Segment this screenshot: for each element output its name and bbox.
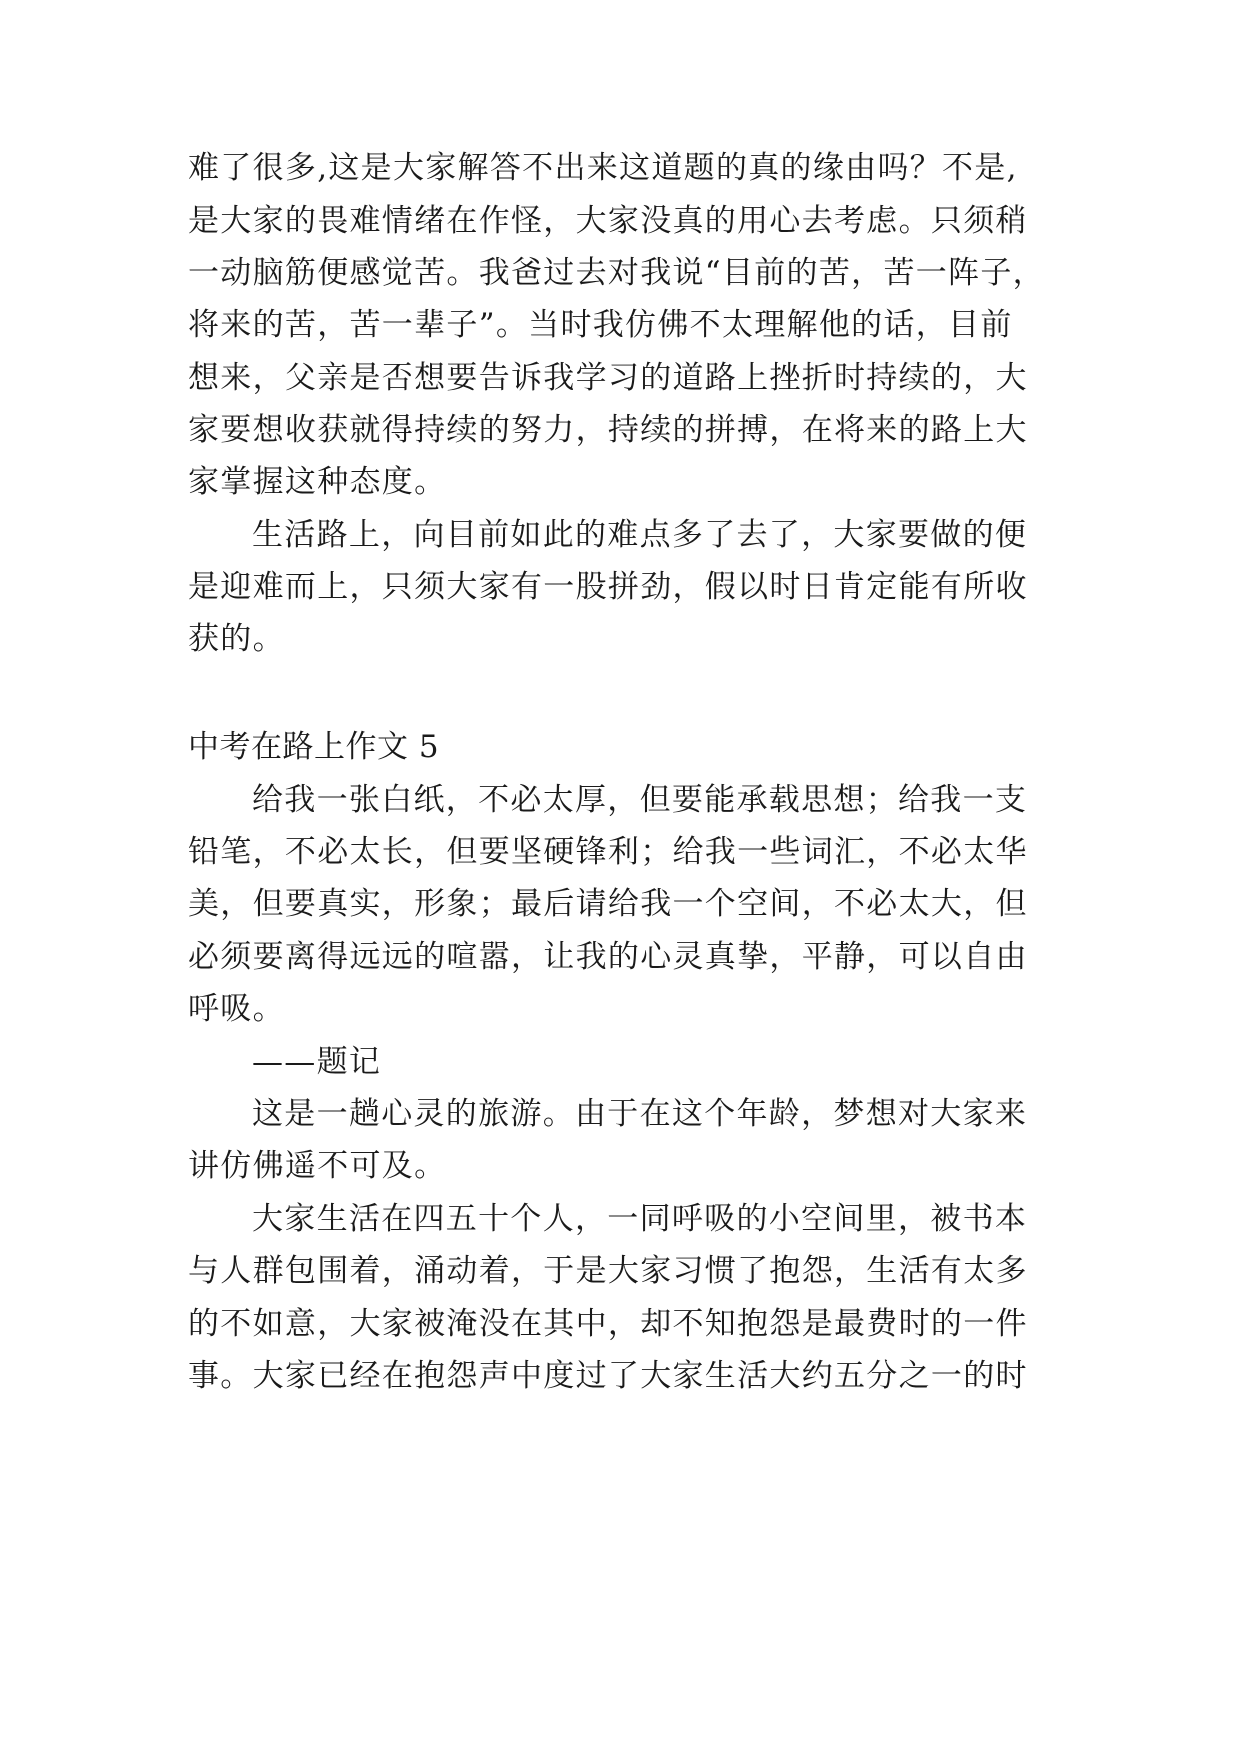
section-heading: 中考在路上作文 5 xyxy=(188,729,440,765)
text-line: 是迎难而上，只须大家有一股拼劲，假以时日肯定能有所收 xyxy=(188,569,1028,605)
text-line: 讲仿佛遥不可及。 xyxy=(188,1148,447,1184)
text-line: 家掌握这种态度。 xyxy=(188,464,447,500)
text-line: 想来，父亲是否想要告诉我学习的道路上挫折时持续的，大 xyxy=(188,360,1028,396)
text-line: 美，但要真实，形象；最后请给我一个空间，不必太大，但 xyxy=(188,886,1028,922)
text-line: 的不如意，大家被淹没在其中，却不知抱怨是最费时的一件 xyxy=(188,1306,1028,1342)
text-line: 是大家的畏难情绪在作怪，大家没真的用心去考虑。只须稍 xyxy=(188,203,1028,239)
text-line: 大家生活在四五十个人，一同呼吸的小空间里，被书本 xyxy=(252,1201,1028,1237)
text-line: 事。大家已经在抱怨声中度过了大家生活大约五分之一的时 xyxy=(188,1358,1028,1394)
text-line: 将来的苦，苦一辈子”。当时我仿佛不太理解他的话，目前 xyxy=(188,307,1013,343)
text-line: 呼吸。 xyxy=(188,991,285,1027)
text-line: 家要想收获就得持续的努力，持续的拼搏，在将来的路上大 xyxy=(188,412,1028,448)
epigraph-attribution: ——题记 xyxy=(252,1044,382,1080)
text-line: 必须要离得远远的喧嚣，让我的心灵真挚，平静，可以自由 xyxy=(188,939,1028,975)
text-line: 生活路上，向目前如此的难点多了去了，大家要做的便 xyxy=(252,517,1028,553)
text-line: 与人群包围着，涌动着，于是大家习惯了抱怨，生活有太多 xyxy=(188,1253,1028,1289)
text-line: 获的。 xyxy=(188,621,285,657)
text-line: 一动脑筋便感觉苦。我爸过去对我说“目前的苦，苦一阵子， xyxy=(188,255,1045,291)
text-line: 铅笔，不必太长，但要坚硬锋利；给我一些词汇，不必太华 xyxy=(188,834,1028,870)
text-line: 难了很多,这是大家解答不出来这道题的真的缘由吗？不是, xyxy=(188,150,1018,186)
text-line: 给我一张白纸，不必太厚，但要能承载思想；给我一支 xyxy=(252,782,1028,818)
text-line: 这是一趟心灵的旅游。由于在这个年龄，梦想对大家来 xyxy=(252,1096,1028,1132)
